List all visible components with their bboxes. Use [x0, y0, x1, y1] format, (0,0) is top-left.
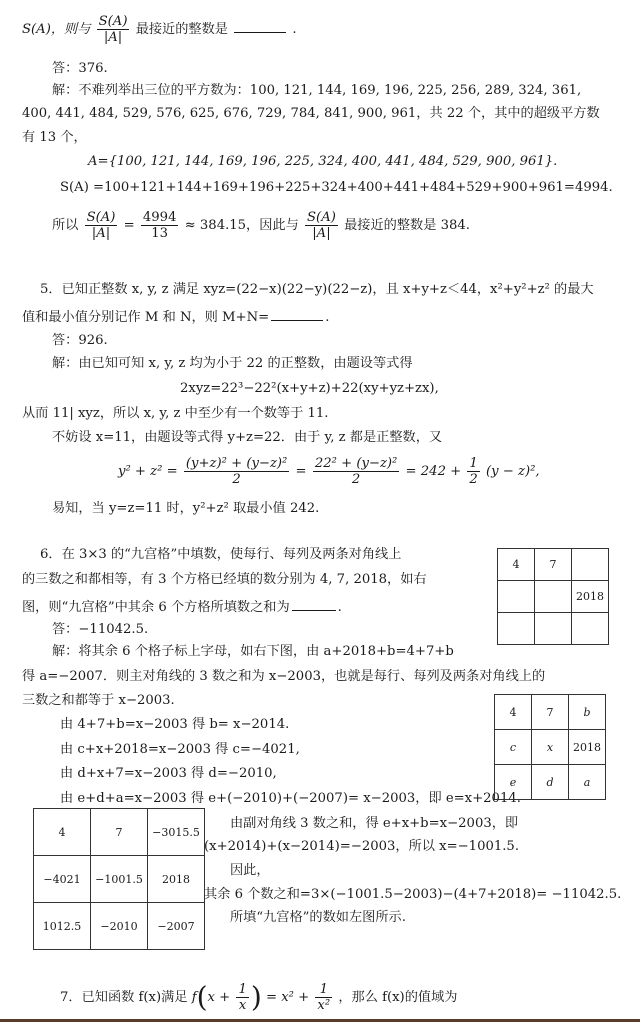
- solution-line: 由 e+d+a=x−2003 得 e+(−2010)+(−2007)= x−2003，即 e=x+2014.: [60, 791, 521, 806]
- grid-cell: 7: [532, 695, 569, 730]
- text-segment: = x² +: [265, 990, 310, 1006]
- text-segment: 所以: [52, 218, 79, 234]
- fraction-numerator: 1: [238, 982, 247, 997]
- problem6-question-line1: 6．在 3×3 的“九宫格”中填数，使每行、每列及两条对角线上: [40, 547, 402, 562]
- answer-blank: [234, 21, 286, 33]
- fraction-4994-over-13: [141, 210, 179, 241]
- fraction-one-over-x: [236, 982, 248, 1013]
- solution-line: (x+2014)+(x−2014)=−2003，所以 x=−1001.5.: [204, 839, 520, 854]
- solution-line: 解：由已知可知 x, y, z 均为小于 22 的正整数，由题设等式得: [52, 356, 413, 371]
- fraction-one-over-x-squared: [315, 982, 332, 1013]
- text-segment: 最接近的整数是: [135, 22, 228, 38]
- grid-cell: [498, 581, 535, 613]
- text-segment: =: [295, 464, 307, 480]
- fraction-denominator: 2: [469, 472, 478, 488]
- text-segment: =: [123, 218, 135, 234]
- solution-line: 不妨设 x=11，由题设等式得 y+z=22．由于 y, z 都是正整数，又: [52, 430, 443, 445]
- answer-problem5: 答：926.: [52, 333, 108, 348]
- grid-cell: a: [569, 765, 606, 800]
- paren-close-icon: ): [250, 980, 262, 1014]
- problem7-question: [60, 982, 457, 1013]
- text-segment: f: [191, 990, 197, 1006]
- solution-line: 易知，当 y=z=11 时，y²+z² 取最小值 242.: [52, 501, 320, 516]
- grid-cell: [572, 549, 609, 581]
- fraction-s-over-a: [97, 14, 130, 45]
- line-conclusion-problem4: [52, 210, 470, 241]
- fraction-denominator: |A|: [312, 226, 331, 242]
- grid-cell: [535, 613, 572, 645]
- problem5-question-line1: 5．已知正整数 x, y, z 满足 xyz=(22−x)(22−y)(22−z)，且 x+y+z＜44，x²+y²+z² 的最大: [40, 282, 594, 297]
- solution-line: 由 d+x+7=x−2003 得 d=−2010,: [60, 766, 277, 781]
- solution-line: 因此，: [230, 863, 270, 878]
- magic-square-solved: [33, 808, 205, 950]
- grid-cell: d: [532, 765, 569, 800]
- solution-line: 从而 11| xyz，所以 x, y, z 中至少有一个数等于 11.: [22, 406, 329, 421]
- answer-blank: [271, 309, 323, 321]
- answer-blank: [292, 599, 336, 611]
- text-segment: 7．已知函数 f(x)满足: [60, 990, 188, 1006]
- grid-cell: 4: [495, 695, 532, 730]
- grid-cell: x: [532, 730, 569, 765]
- solution-line: 得 a=−2007．则主对角线的 3 数之和为 x−2003，也就是每行、每列及两条对角线上的: [22, 669, 546, 684]
- grid-cell: [498, 613, 535, 645]
- problem6-question-line2: 的三数之和都相等，有 3 个方格已经填的数分别为 4, 7, 2018，如右: [22, 572, 427, 587]
- text-segment: .: [292, 22, 297, 38]
- fraction: [313, 456, 400, 487]
- paren-open-icon: (: [196, 980, 208, 1014]
- grid-cell: 4: [34, 809, 91, 856]
- grid-cell: [535, 581, 572, 613]
- fraction-numerator: 1: [469, 456, 478, 471]
- fraction-numerator: (y+z)² + (y−z)²: [185, 456, 288, 471]
- grid-cell: −3015.5: [148, 809, 205, 856]
- fraction-s-over-a: [85, 210, 118, 241]
- fraction-numerator: 22² + (y−z)²: [314, 456, 398, 471]
- fraction-numerator: 1: [315, 982, 332, 998]
- grid-cell: 1012.5: [34, 903, 91, 950]
- fraction-denominator: 2: [351, 472, 361, 488]
- fraction-denominator: 13: [151, 226, 169, 242]
- grid-cell: 7: [91, 809, 148, 856]
- grid-cell: b: [569, 695, 606, 730]
- solution-line: 由副对角线 3 数之和，得 e+x+b=x−2003，即: [230, 816, 519, 831]
- grid-cell: 2018: [148, 856, 205, 903]
- solution-line: 解：将其余 6 个格子标上字母，如右下图，由 a+2018+b=4+7+b: [52, 644, 454, 659]
- answer-problem4: 答：376.: [52, 61, 108, 76]
- solution-line: 三数之和都等于 x−2003.: [22, 693, 175, 708]
- grid-cell: c: [495, 730, 532, 765]
- fraction-numerator: 4994: [142, 210, 177, 225]
- line-problem4-question-tail: [22, 14, 297, 45]
- grid-cell: 7: [535, 549, 572, 581]
- fraction-denominator: x²: [317, 998, 331, 1014]
- grid-cell: e: [495, 765, 532, 800]
- problem6-question-line3: [22, 599, 342, 614]
- text-segment: .: [325, 310, 330, 325]
- text-segment: 图，则“九宫格”中其余 6 个方格所填数之和为: [22, 600, 290, 615]
- magic-square-lettered: [494, 694, 606, 800]
- answer-problem6: 答：−11042.5.: [52, 622, 149, 637]
- solution-line: 有 13 个，: [22, 130, 87, 145]
- text-segment: (y − z)²,: [486, 464, 540, 480]
- equation-sum-of-squares: [118, 456, 540, 487]
- equation-line: 2xyz=22³−22²(x+y+z)+22(xy+yz+zx),: [180, 381, 439, 396]
- sum-s-a: S(A) =100+121+144+169+196+225+324+400+441+484+529+900+961=4994.: [60, 180, 613, 195]
- text-segment: = 242 +: [405, 464, 462, 480]
- fraction-one-half: [467, 456, 479, 487]
- grid-cell: −1001.5: [91, 856, 148, 903]
- text-segment: ≈ 384.15，因此与: [184, 218, 299, 234]
- solution-line: 由 4+7+b=x−2003 得 b= x−2014.: [60, 717, 290, 732]
- fraction-numerator: S(A): [86, 210, 116, 225]
- fraction-denominator: |A|: [103, 30, 123, 46]
- grid-cell: [572, 613, 609, 645]
- text-segment: 值和最小值分别记作 M 和 N，则 M+N=: [22, 310, 270, 325]
- fraction-numerator: S(A): [307, 210, 336, 225]
- text-segment: 最接近的整数是 384.: [344, 218, 470, 234]
- grid-cell: 4: [498, 549, 535, 581]
- solution-line: 解：不难列举出三位的平方数为：100, 121, 144, 169, 196, 225, 256, 289, 324, 361,: [52, 83, 582, 98]
- fraction: [184, 456, 289, 487]
- solution-line: 由 c+x+2018=x−2003 得 c=−4021,: [60, 742, 300, 757]
- text-segment: y² + z² =: [118, 464, 178, 480]
- text-segment: ，那么 f(x)的值域为: [338, 990, 458, 1006]
- fraction-denominator: x: [238, 998, 247, 1014]
- solution-line: 所填“九宫格”的数如左图所示.: [230, 910, 406, 925]
- problem5-question-line2: [22, 309, 329, 324]
- fraction-denominator: 2: [232, 472, 241, 488]
- grid-cell: −2007: [148, 903, 205, 950]
- fraction-numerator: S(A): [98, 14, 128, 29]
- text-segment: S(A)，则与: [22, 22, 91, 38]
- solution-line: 400, 441, 484, 529, 576, 625, 676, 729, 784, 841, 900, 961，共 22 个，其中的超级平方数: [22, 106, 600, 121]
- text-segment: x +: [207, 990, 231, 1006]
- grid-cell: 2018: [569, 730, 606, 765]
- magic-square-given: [497, 548, 609, 645]
- set-a-definition: A={100, 121, 144, 169, 196, 225, 324, 400, 441, 484, 529, 900, 961}.: [88, 154, 558, 169]
- fraction-denominator: |A|: [91, 226, 111, 242]
- fraction-s-over-a: [305, 210, 338, 241]
- grid-cell: −4021: [34, 856, 91, 903]
- solution-line: 其余 6 个数之和=3×(−1001.5−2003)−(4+7+2018)= −11042.5.: [204, 887, 622, 902]
- grid-cell: 2018: [572, 581, 609, 613]
- text-segment: .: [337, 600, 342, 615]
- grid-cell: −2010: [91, 903, 148, 950]
